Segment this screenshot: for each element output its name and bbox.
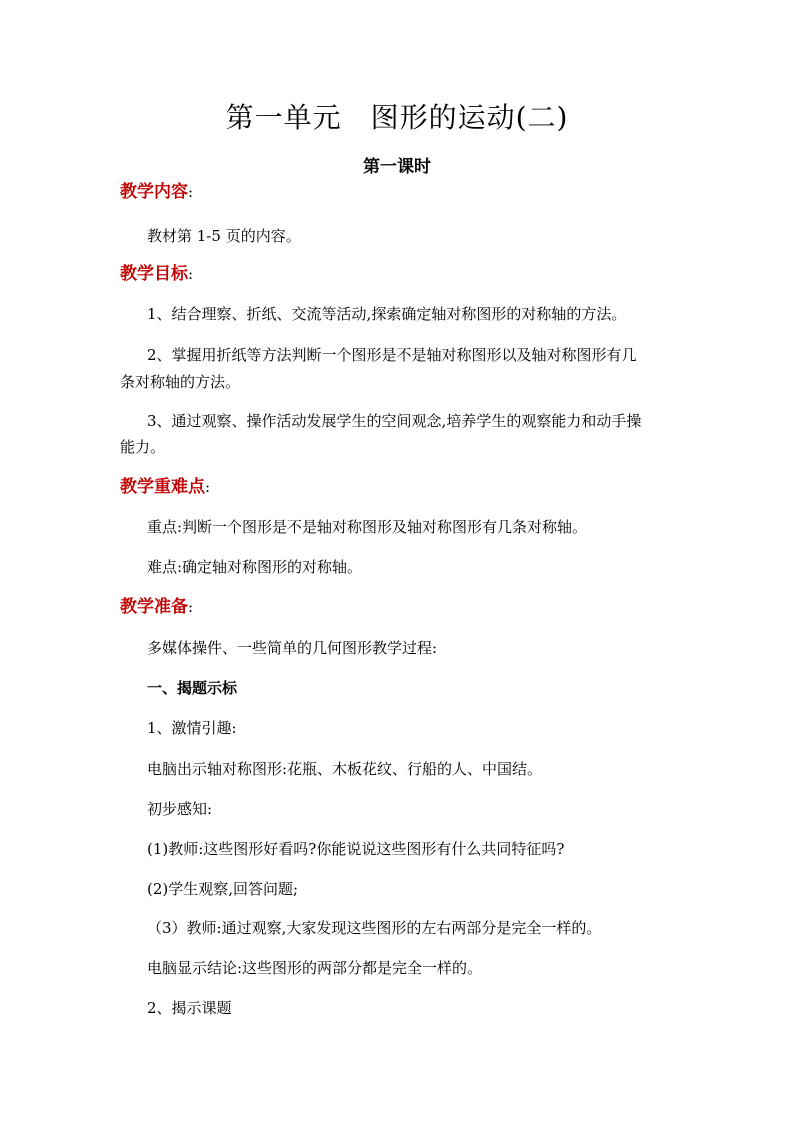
heading-label: 教学重难点 xyxy=(120,477,205,497)
step-1-1: 1、激情引趣: xyxy=(147,719,237,737)
goal-3-line-2: 能力。 xyxy=(120,438,166,456)
heading-colon: : xyxy=(188,183,194,201)
difficult-point: 难点:确定轴对称图形的对称轴。 xyxy=(147,558,363,576)
question-3: （3）教师:通过观察,大家发现这些图形的左右两部分是完全一样的。 xyxy=(147,919,602,937)
heading-colon: : xyxy=(188,265,194,283)
goal-2-line-1: 2、掌握用折纸等方法判断一个图形是不是轴对称图形以及轴对称图形有几 xyxy=(147,346,637,364)
heading-colon: : xyxy=(205,478,211,496)
heading-label: 教学准备 xyxy=(120,597,188,617)
goal-1: 1、结合理察、折纸、交流等活动,探索确定轴对称图形的对称轴的方法。 xyxy=(147,305,627,323)
heading-colon: : xyxy=(188,598,194,616)
question-2: (2)学生观察,回答问题; xyxy=(147,880,299,898)
section-heading-keypoints xyxy=(120,476,680,498)
section-heading-goals xyxy=(120,263,680,285)
key-point: 重点:判断一个图形是不是轴对称图形及轴对称图形有几条对称轴。 xyxy=(147,518,588,536)
initial-perception: 初步感知: xyxy=(147,800,213,818)
step-1-2: 2、揭示课题 xyxy=(147,999,232,1017)
document-title: 第一单元 图形的运动(二) xyxy=(225,101,569,134)
step-1-heading: 一、揭题示标 xyxy=(147,679,238,697)
content-text: 教材第 1-5 页的内容。 xyxy=(147,227,301,245)
section-heading-content xyxy=(120,181,680,203)
conclusion: 电脑显示结论:这些图形的两部分都是完全一样的。 xyxy=(147,959,483,977)
step-1-1-text: 电脑出示轴对称图形:花瓶、木板花纹、行船的人、中国结。 xyxy=(147,760,543,778)
prep-text: 多媒体操件、一些简单的几何图形教学过程: xyxy=(147,639,438,657)
lesson-subtitle: 第一课时 xyxy=(363,157,431,177)
goal-2-line-2: 条对称轴的方法。 xyxy=(120,373,241,391)
goal-3-line-1: 3、通过观察、操作活动发展学生的空间观念,培养学生的观察能力和动手操 xyxy=(147,412,642,430)
section-heading-prep xyxy=(120,596,680,618)
question-1: (1)教师:这些图形好看吗?你能说说这些图形有什么共同特征吗? xyxy=(147,840,565,858)
heading-label: 教学内容 xyxy=(120,182,188,202)
heading-label: 教学目标 xyxy=(120,264,188,284)
